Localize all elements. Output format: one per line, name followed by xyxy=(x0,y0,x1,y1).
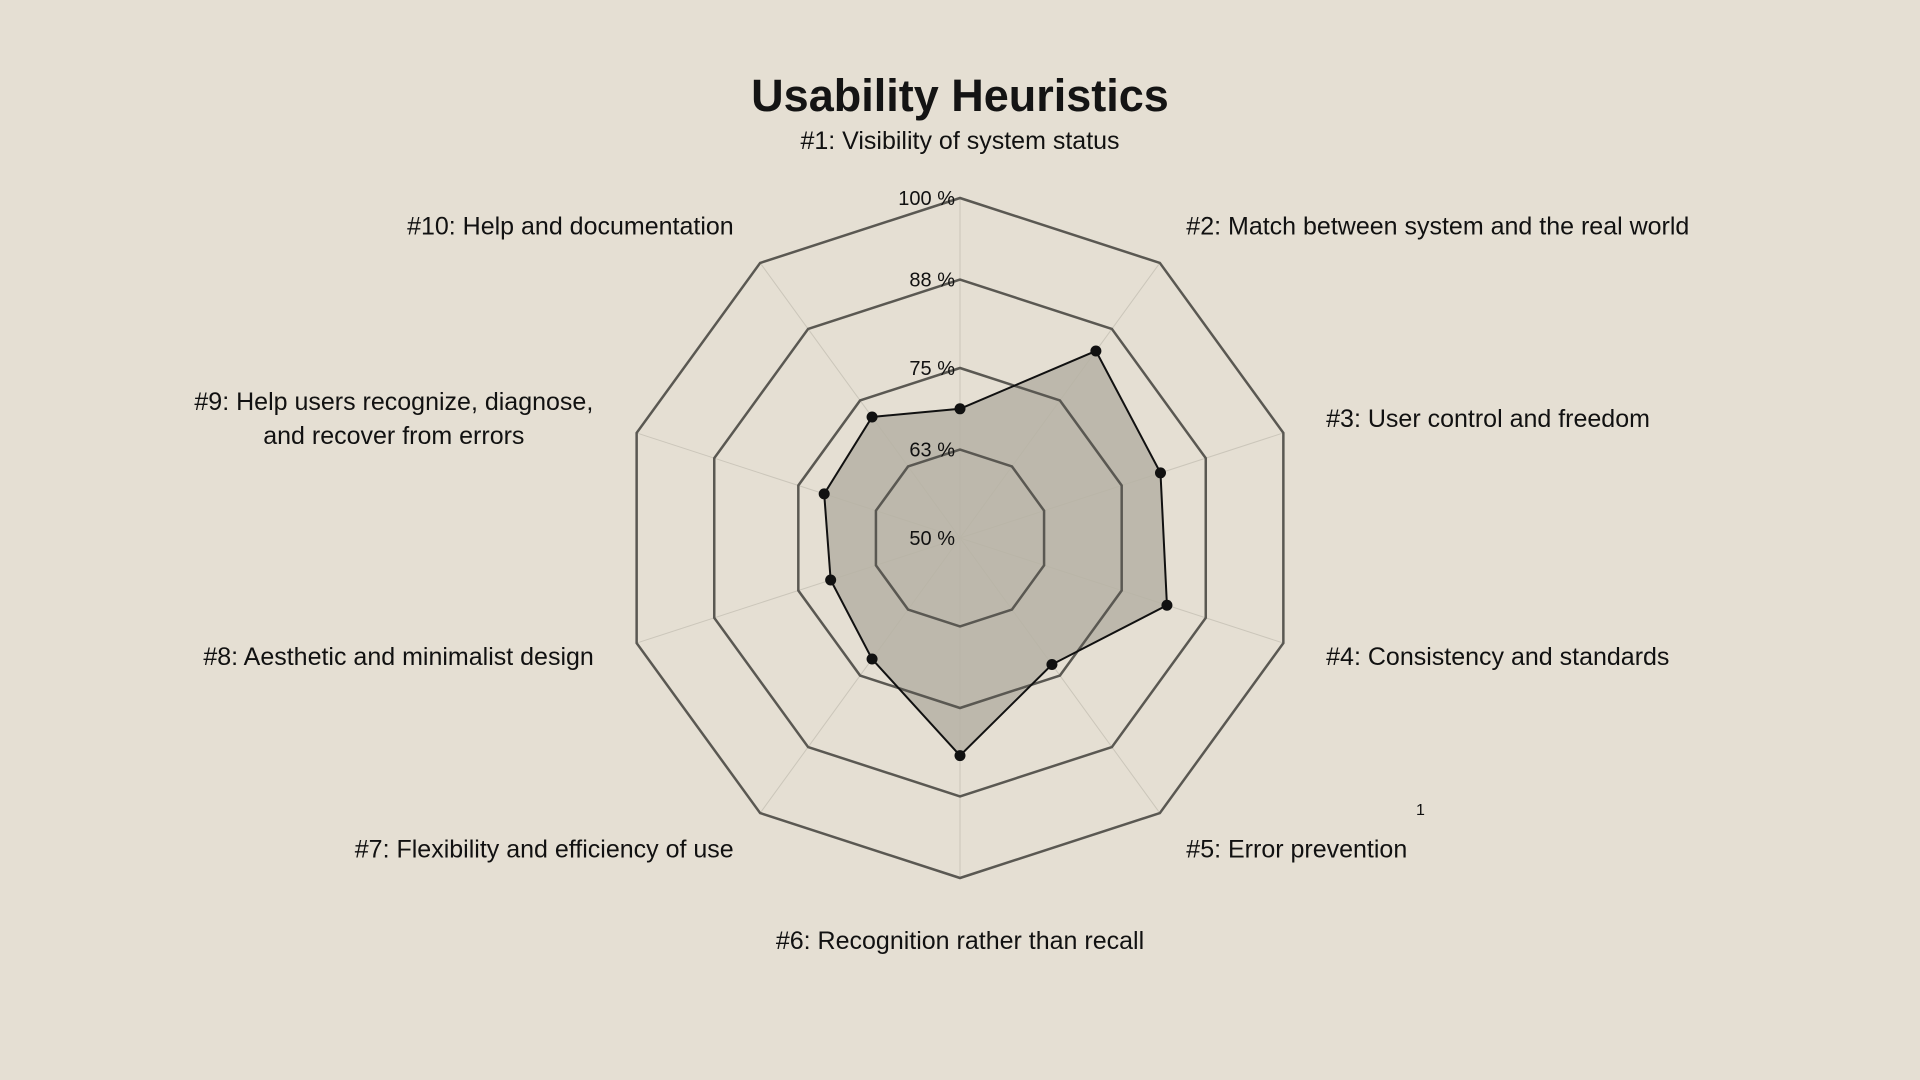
axis-label xyxy=(1186,213,1689,241)
axis-label-line: #1: Visibility of system status xyxy=(800,127,1120,155)
axis-label-line: #5: Error prevention xyxy=(1186,835,1408,864)
axis-label xyxy=(407,213,734,241)
page-number: 1 xyxy=(1416,802,1425,819)
axis-label xyxy=(194,388,593,450)
chart-title: Usability Heuristics xyxy=(751,70,1169,121)
axis-label xyxy=(776,927,1144,955)
axis-label-line: #7: Flexibility and efficiency of use xyxy=(354,835,734,864)
axis-label-line: #8: Aesthetic and minimalist design xyxy=(203,642,594,671)
data-point xyxy=(1046,659,1057,670)
axis-label-line: and recover from errors xyxy=(263,422,525,451)
axis-label xyxy=(1326,643,1669,671)
axis-label xyxy=(203,643,594,671)
axis-label xyxy=(355,835,734,863)
tick-label: 63 % xyxy=(909,439,955,462)
axis-label-line: #2: Match between system and the real world xyxy=(1186,212,1690,241)
data-point xyxy=(1161,600,1172,611)
axis-label-line: #10: Help and documentation xyxy=(407,212,734,241)
data-point xyxy=(955,750,966,761)
axis-label-line: #3: User control and freedom xyxy=(1326,405,1650,434)
axis-label xyxy=(800,127,1119,155)
axis-label xyxy=(1326,405,1650,433)
tick-label: 50 % xyxy=(909,528,955,550)
data-point xyxy=(1155,467,1166,478)
axis-label xyxy=(1186,835,1407,863)
data-point xyxy=(867,411,878,422)
tick-label: 100 % xyxy=(898,188,955,210)
data-point xyxy=(1090,345,1101,356)
data-point xyxy=(825,575,836,586)
data-point xyxy=(955,403,966,414)
tick-label: 88 % xyxy=(909,269,955,292)
tick-label: 75 % xyxy=(909,358,955,380)
axis-label-line: #6: Recognition rather than recall xyxy=(775,927,1145,955)
axis-label-line: #9: Help users recognize, diagnose, xyxy=(194,388,594,417)
axis-label-line: #4: Consistency and standards xyxy=(1326,642,1670,671)
data-point xyxy=(819,488,830,499)
data-point xyxy=(867,654,878,665)
